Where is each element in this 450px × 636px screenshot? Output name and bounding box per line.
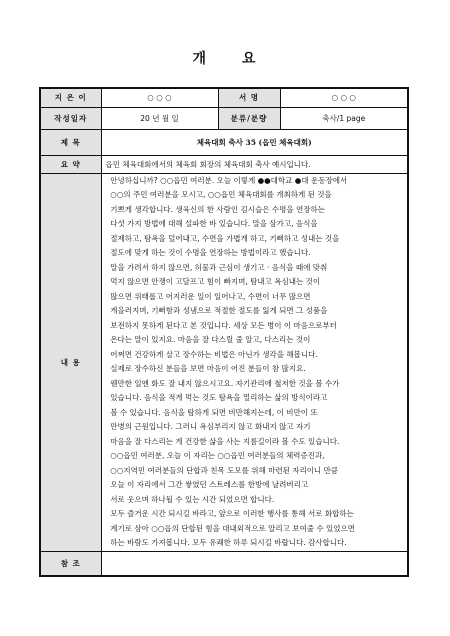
author-value: ○ ○ ○ <box>101 88 218 107</box>
reference-label: 참 조 <box>40 551 101 576</box>
speech-line: 하는 바람도 가져봅니다. 모두 유쾌한 하루 되시길 바랍니다. 감사합니다. <box>105 538 347 547</box>
subject-label: 제 목 <box>40 129 101 155</box>
reference-value <box>101 551 408 576</box>
speech-line: 기쁘게 생각합니다. 생육신의 한 사람인 김시습은 수명을 연장하는 <box>105 204 325 214</box>
speech-line: 절제하고, 탐욕을 덜어내고, 수면을 가볍게 하고, 기뻐하고 성내는 것을 <box>105 233 340 243</box>
speech-line: 있습니다. 음식을 적게 먹는 것도 탐욕을 멀리하는 삶의 방식이라고 <box>105 393 328 402</box>
speech-line: 볼 수 있습니다. 음식을 탐하게 되면 비만해지는데, 이 비만이 또 <box>105 407 318 417</box>
summary-label: 요 약 <box>40 155 101 173</box>
speech-line: 안녕하십니까? ○○읍민 여러분. 오늘 이렇게 ●●대학교 ●대 운동장에서 <box>105 175 348 185</box>
speech-line: 먹지 않으면 안쟁이 고달프고 힘이 빠지며, 탐내고 욕심내는 것이 <box>105 277 321 286</box>
speech-line: 모두 즐거운 시간 되시길 바라고, 앞으로 이러한 행사를 통해 서로 화합하는 <box>105 509 354 518</box>
category-value: 축사/1 page <box>280 107 408 129</box>
speech-line: 어쩌면 건강하게 살고 장수하는 비법은 아닌가 생각을 해봅니다. <box>105 349 318 359</box>
date-label: 작성일자 <box>40 107 101 129</box>
speech-body <box>106 174 404 551</box>
speech-line: 보전하지 못하게 된다고 본 것입니다. 세상 모든 병이 이 마음으로부터 <box>105 320 337 330</box>
title-char-2: 요 <box>242 51 258 67</box>
date-value: 20 년 월 일 <box>101 107 218 129</box>
subject-value: 체육대회 축사 35 (읍민 체육대회) <box>101 129 408 155</box>
document-title <box>0 48 450 68</box>
speech-line: 게을러지며, 기뻐함과 성냄으로 적절한 절도를 잃게 되면 그 성품을 <box>105 306 328 315</box>
speech-line: ○○의 주민 여러분을 모시고, ○○읍민 체육대회를 개최하게 된 것을 <box>105 190 332 199</box>
speech-line: 다섯 가지 방법에 대해 설파한 바 있습니다. 말을 삼가고, 음식을 <box>105 219 318 228</box>
title-char-1: 개 <box>192 51 208 67</box>
speech-line: 오늘 이 자리에서 그간 쌓였던 스트레스를 한방에 날려버리고 <box>105 480 309 489</box>
speech-line: 계기로 삼아 ○○읍의 단합된 힘을 대내외적으로 알리고 보여줄 수 있었으면 <box>105 523 355 533</box>
speech-line: 많으면 위태롭고 어지러운 일이 일어나고, 수면이 너무 많으면 <box>105 291 311 301</box>
speech-line: 마음을 잘 다스리는 게 건강한 삶을 사는 지름길이라 볼 수도 있습니다. <box>105 436 340 446</box>
author-label: 지 은 이 <box>40 88 101 107</box>
speaker-value: ○ ○ ○ <box>280 88 408 107</box>
speech-line: 절도에 맞게 하는 것이 수명을 연장하는 방법이라고 했습니다. <box>105 248 311 257</box>
speech-line: 온다는 말이 있지요. 마음을 잘 다스릴 줄 알고, 다스리는 것이 <box>105 335 311 344</box>
speech-line: 서로 웃으며 하나될 수 있는 시간 되었으면 합니다. <box>105 494 275 504</box>
speech-info-table <box>39 87 409 577</box>
category-label: 분류/분량 <box>218 107 280 129</box>
speech-content <box>101 173 408 551</box>
speaker-label: 서 명 <box>218 88 280 107</box>
content-label: 내 용 <box>40 173 101 551</box>
speech-line: 실제로 장수하신 분들을 보면 마음이 어진 분들이 참 많지요. <box>105 364 306 373</box>
speech-line: 만병의 근원입니다. 그러니 욕심부리지 않고 화내지 않고 자기 <box>105 422 311 431</box>
speech-line: 웬만한 일엔 화도 잘 내지 않으시고요. 자기관리에 철저한 것을 볼 수가 <box>105 378 340 388</box>
speech-line: ○○읍민 여러분, 오늘 이 자리는 ○○읍민 여러분들의 체력증진과, <box>105 451 325 460</box>
speech-line: 말을 가려서 하지 않으면, 허물과 근심이 생기고 · 음식을 때에 맞춰 <box>105 262 328 272</box>
speech-line: ○○지역민 여러분들의 단합과 친목 도모를 위해 마련된 자리이니 만큼 <box>105 465 339 475</box>
summary-value: 읍민 체육대회에서의 체육회 회장의 체육대회 축사 예시입니다. <box>101 155 408 173</box>
